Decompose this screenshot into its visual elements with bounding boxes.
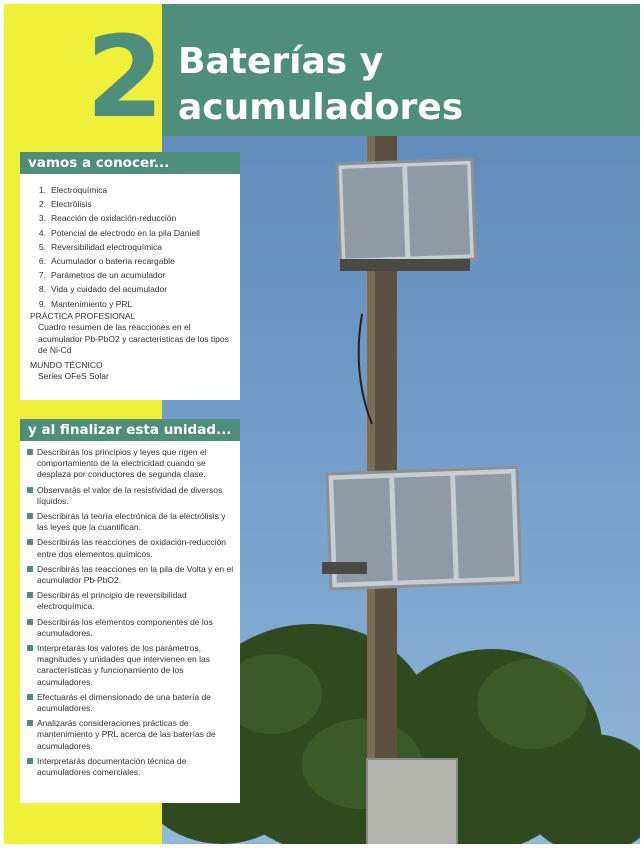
goals-list bbox=[26, 447, 234, 778]
list-item: 6. Acumulador o batería recargable bbox=[38, 256, 175, 267]
practica-profesional-text: Cuadro resumen de las reacciones en el acumulador Pb-PbO2 y características de los tipos de Ni-Cd bbox=[38, 322, 229, 356]
list-item: Describirás los elementos componentes de los acumuladores. bbox=[26, 617, 234, 639]
list-item: 8. Vida y cuidado del acumulador bbox=[38, 284, 168, 295]
list-item: 2. Electrólisis bbox=[38, 199, 92, 210]
list-item: Interpretarás los valores de los parámetros, magnitudes y unidades que intervienen en las características y funcionamiento de los acumuladores. bbox=[26, 643, 234, 688]
topics-list bbox=[30, 183, 234, 311]
practica-profesional-heading: PRÁCTICA PROFESIONAL bbox=[30, 310, 136, 321]
list-item: Describirás el principio de reversibilidad electroquímica. bbox=[26, 590, 234, 612]
mundo-tecnico-text: Series OFeS Solar bbox=[38, 371, 109, 382]
list-item: Analizarás consideraciones prácticas de mantenimiento y PRL acerca de las baterías de acumuladores. bbox=[26, 718, 234, 752]
al-finalizar-panel bbox=[20, 441, 240, 803]
list-item: Describirás las reacciones en la pila de Volta y en el acumulador Pb-PbO2. bbox=[26, 564, 234, 586]
mundo-tecnico-heading: MUNDO TÉCNICO bbox=[30, 359, 103, 370]
list-item: 7. Parámetros de un acumulador bbox=[38, 270, 166, 281]
list-item: 9. Mantenimiento y PRL bbox=[38, 298, 133, 309]
chapter-number: 2 bbox=[86, 13, 164, 143]
vamos-a-conocer-panel bbox=[20, 174, 240, 400]
al-finalizar-heading: y al finalizar esta unidad... bbox=[20, 419, 240, 441]
list-item: 3. Reacción de oxidación-reducción bbox=[38, 213, 177, 224]
chapter-title-line-2: acumuladores bbox=[178, 87, 464, 128]
list-item: 4. Potencial de electrodo en la pila Daniell bbox=[38, 227, 200, 238]
list-item: Interpretarás documentación técnica de acumuladores comerciales. bbox=[26, 756, 234, 778]
vamos-a-conocer-heading: vamos a conocer... bbox=[20, 152, 240, 174]
list-item: Observarás el valor de la resistividad de diversos líquidos. bbox=[26, 485, 234, 507]
list-item: Efectuarás el dimensionado de una batería de acumuladores. bbox=[26, 692, 234, 714]
list-item: 5. Reversibilidad electroquímica bbox=[38, 241, 163, 252]
list-item: Describirás los principios y leyes que rigen el comportamiento de la electricidad cuando se desplaza por conductores de segunda clase. bbox=[26, 447, 234, 481]
list-item: 1. Electroquímica bbox=[38, 185, 108, 195]
list-item: Describirás las reacciones de oxidación-reducción entre dos elementos químicos. bbox=[26, 537, 234, 559]
chapter-title-line-1: Baterías y bbox=[178, 41, 384, 82]
list-item: Describirás la teoría electrónica de la electrólisis y las leyes que la cuantifican. bbox=[26, 511, 234, 533]
